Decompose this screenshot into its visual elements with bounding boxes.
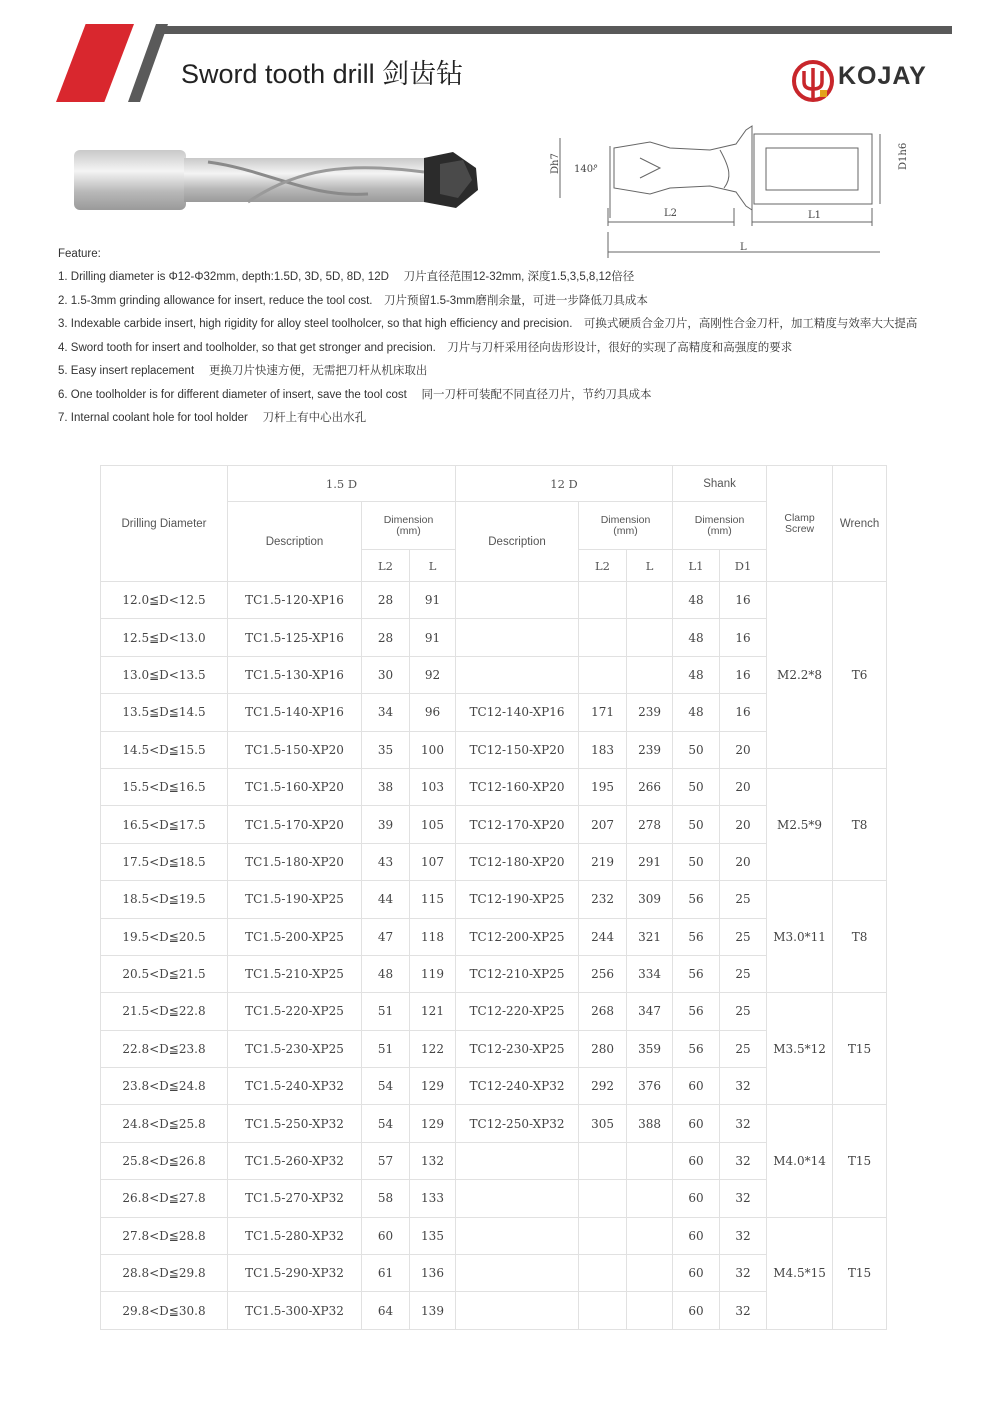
l2-12d-cell xyxy=(579,1180,627,1217)
drilling-diameter-cell: 21.5<D≦22.8 xyxy=(101,993,228,1030)
description-1-5d-cell: TC1.5-220-XP25 xyxy=(228,993,362,1030)
header-dimension-1-5d: Dimension (mm) xyxy=(362,502,456,550)
brand-logo xyxy=(790,54,955,110)
table-row xyxy=(101,881,887,918)
description-12d-cell: TC12-210-XP25 xyxy=(456,955,579,992)
table-row xyxy=(101,1217,887,1254)
l-12d-cell xyxy=(627,582,673,619)
l-1-5d-cell: 132 xyxy=(410,1142,456,1179)
drilling-diameter-cell: 25.8<D≦26.8 xyxy=(101,1142,228,1179)
drilling-diameter-cell: 19.5<D≦20.5 xyxy=(101,918,228,955)
description-1-5d-cell: TC1.5-240-XP32 xyxy=(228,1068,362,1105)
description-1-5d-cell: TC1.5-140-XP16 xyxy=(228,694,362,731)
feature-item: 4. Sword tooth for insert and toolholder, so that get stronger and precision. 刀片与刀杆采用径向齿形设计，很好的实现了高精度和高强度的要求 xyxy=(58,341,793,354)
d1-cell: 16 xyxy=(720,582,767,619)
feature-item: 6. One toolholder is for different diameter of insert, save the tool cost 同一刀杆可装配不同直径刀片，节约刀具成本 xyxy=(58,388,652,401)
d1-cell: 16 xyxy=(720,619,767,656)
l1-cell: 56 xyxy=(673,918,720,955)
description-12d-cell: TC12-170-XP20 xyxy=(456,806,579,843)
header-l-b: L xyxy=(627,550,673,582)
description-1-5d-cell: TC1.5-280-XP32 xyxy=(228,1217,362,1254)
l-1-5d-cell: 96 xyxy=(410,694,456,731)
l-12d-cell: 376 xyxy=(627,1068,673,1105)
table-row xyxy=(101,993,887,1030)
description-1-5d-cell: TC1.5-260-XP32 xyxy=(228,1142,362,1179)
l-1-5d-cell: 139 xyxy=(410,1292,456,1329)
l1-cell: 50 xyxy=(673,768,720,805)
d1-cell: 25 xyxy=(720,918,767,955)
l1-cell: 60 xyxy=(673,1068,720,1105)
feature-item: 3. Indexable carbide insert, high rigidity for alloy steel toolholcer, so that high efficiency and precision. 可换式硬质合金刀片，高刚性合金刀杆，加工精度与效率大大提高 xyxy=(58,318,918,330)
description-1-5d-cell: TC1.5-160-XP20 xyxy=(228,768,362,805)
spec-table-body xyxy=(101,582,887,1330)
description-12d-cell xyxy=(456,1255,579,1292)
d1-cell: 32 xyxy=(720,1292,767,1329)
l-1-5d-cell: 118 xyxy=(410,918,456,955)
header-gray-stripe xyxy=(128,24,168,102)
header-description-12d: Description xyxy=(456,502,579,582)
clamp-screw-cell: M4.5*15 xyxy=(767,1217,833,1329)
l-1-5d-cell: 100 xyxy=(410,731,456,768)
l2-1-5d-cell: 44 xyxy=(362,881,410,918)
drilling-diameter-cell: 27.8<D≦28.8 xyxy=(101,1217,228,1254)
d1-cell: 20 xyxy=(720,843,767,880)
d1-cell: 16 xyxy=(720,694,767,731)
l-12d-cell: 278 xyxy=(627,806,673,843)
l-1-5d-cell: 91 xyxy=(410,582,456,619)
l2-1-5d-cell: 58 xyxy=(362,1180,410,1217)
l1-cell: 48 xyxy=(673,619,720,656)
l-1-5d-cell: 129 xyxy=(410,1068,456,1105)
description-1-5d-cell: TC1.5-210-XP25 xyxy=(228,955,362,992)
l-1-5d-cell: 133 xyxy=(410,1180,456,1217)
l-1-5d-cell: 91 xyxy=(410,619,456,656)
description-1-5d-cell: TC1.5-300-XP32 xyxy=(228,1292,362,1329)
drilling-diameter-cell: 20.5<D≦21.5 xyxy=(101,955,228,992)
l2-12d-cell: 280 xyxy=(579,1030,627,1067)
wrench-cell: T15 xyxy=(833,993,887,1105)
l2-12d-cell: 183 xyxy=(579,731,627,768)
description-1-5d-cell: TC1.5-270-XP32 xyxy=(228,1180,362,1217)
description-12d-cell: TC12-230-XP25 xyxy=(456,1030,579,1067)
l1-cell: 60 xyxy=(673,1255,720,1292)
l-12d-cell xyxy=(627,1292,673,1329)
l2-1-5d-cell: 28 xyxy=(362,582,410,619)
l2-1-5d-cell: 51 xyxy=(362,1030,410,1067)
l1-label: L1 xyxy=(808,210,822,221)
dh7-label: Dh7 xyxy=(550,153,561,174)
l1-cell: 56 xyxy=(673,881,720,918)
l2-12d-cell: 219 xyxy=(579,843,627,880)
description-12d-cell: TC12-160-XP20 xyxy=(456,768,579,805)
l2-12d-cell: 305 xyxy=(579,1105,627,1142)
description-1-5d-cell: TC1.5-130-XP16 xyxy=(228,656,362,693)
technical-drawing xyxy=(540,118,910,258)
angle-label: 140° xyxy=(574,164,599,175)
l-12d-cell xyxy=(627,1142,673,1179)
description-12d-cell: TC12-150-XP20 xyxy=(456,731,579,768)
l2-12d-cell xyxy=(579,1292,627,1329)
l-1-5d-cell: 121 xyxy=(410,993,456,1030)
page-title: Sword tooth drill 剑齿钻 xyxy=(181,59,464,89)
kojay-logo-icon xyxy=(790,58,836,104)
l-12d-cell xyxy=(627,1180,673,1217)
wrench-cell: T6 xyxy=(833,582,887,769)
l-12d-cell xyxy=(627,656,673,693)
description-12d-cell xyxy=(456,1217,579,1254)
l-12d-cell: 239 xyxy=(627,731,673,768)
d1-cell: 16 xyxy=(720,656,767,693)
header-description-1-5d: Description xyxy=(228,502,362,582)
d1-cell: 32 xyxy=(720,1180,767,1217)
d1-cell: 25 xyxy=(720,1030,767,1067)
table-row xyxy=(101,582,887,619)
l2-1-5d-cell: 54 xyxy=(362,1105,410,1142)
l1-cell: 56 xyxy=(673,955,720,992)
feature-item: 2. 1.5-3mm grinding allowance for insert, reduce the tool cost. 刀片预留1.5-3mm磨削余量，可进一步降低刀具成本 xyxy=(58,294,648,307)
l-12d-cell xyxy=(627,619,673,656)
description-12d-cell: TC12-200-XP25 xyxy=(456,918,579,955)
description-12d-cell: TC12-240-XP32 xyxy=(456,1068,579,1105)
description-12d-cell xyxy=(456,582,579,619)
description-1-5d-cell: TC1.5-250-XP32 xyxy=(228,1105,362,1142)
drilling-diameter-cell: 16.5<D≦17.5 xyxy=(101,806,228,843)
d1-cell: 20 xyxy=(720,806,767,843)
l-12d-cell: 347 xyxy=(627,993,673,1030)
header-d1: D1 xyxy=(720,550,767,582)
l2-1-5d-cell: 47 xyxy=(362,918,410,955)
drilling-diameter-cell: 12.5≦D<13.0 xyxy=(101,619,228,656)
d1-cell: 25 xyxy=(720,955,767,992)
l2-1-5d-cell: 64 xyxy=(362,1292,410,1329)
d1-cell: 32 xyxy=(720,1255,767,1292)
l2-1-5d-cell: 39 xyxy=(362,806,410,843)
l-1-5d-cell: 119 xyxy=(410,955,456,992)
description-12d-cell xyxy=(456,656,579,693)
d1-cell: 32 xyxy=(720,1068,767,1105)
drilling-diameter-cell: 17.5<D≦18.5 xyxy=(101,843,228,880)
l2-12d-cell xyxy=(579,582,627,619)
brand-name: KOJAY xyxy=(838,62,927,90)
l2-1-5d-cell: 30 xyxy=(362,656,410,693)
l2-12d-cell xyxy=(579,1142,627,1179)
l-1-5d-cell: 122 xyxy=(410,1030,456,1067)
wrench-cell: T8 xyxy=(833,881,887,993)
l2-12d-cell: 195 xyxy=(579,768,627,805)
l2-1-5d-cell: 61 xyxy=(362,1255,410,1292)
l1-cell: 60 xyxy=(673,1142,720,1179)
description-1-5d-cell: TC1.5-180-XP20 xyxy=(228,843,362,880)
description-12d-cell: TC12-190-XP25 xyxy=(456,881,579,918)
l2-12d-cell: 292 xyxy=(579,1068,627,1105)
header-clamp-screw: Clamp Screw xyxy=(767,466,833,582)
l-1-5d-cell: 105 xyxy=(410,806,456,843)
header-l-a: L xyxy=(410,550,456,582)
description-1-5d-cell: TC1.5-200-XP25 xyxy=(228,918,362,955)
drilling-diameter-cell: 26.8<D≦27.8 xyxy=(101,1180,228,1217)
header-dimension-shank: Dimension (mm) xyxy=(673,502,767,550)
l2-12d-cell xyxy=(579,619,627,656)
d1-cell: 32 xyxy=(720,1217,767,1254)
l-1-5d-cell: 129 xyxy=(410,1105,456,1142)
l1-cell: 48 xyxy=(673,656,720,693)
description-1-5d-cell: TC1.5-170-XP20 xyxy=(228,806,362,843)
d1-cell: 25 xyxy=(720,881,767,918)
l2-1-5d-cell: 48 xyxy=(362,955,410,992)
clamp-screw-cell: M2.5*9 xyxy=(767,768,833,880)
drilling-diameter-cell: 23.8<D≦24.8 xyxy=(101,1068,228,1105)
l1-cell: 48 xyxy=(673,694,720,731)
drilling-diameter-cell: 13.5≦D≦14.5 xyxy=(101,694,228,731)
l1-cell: 60 xyxy=(673,1180,720,1217)
description-12d-cell: TC12-180-XP20 xyxy=(456,843,579,880)
l-12d-cell: 334 xyxy=(627,955,673,992)
drill-product-image xyxy=(68,128,488,228)
description-12d-cell xyxy=(456,1292,579,1329)
l-12d-cell xyxy=(627,1255,673,1292)
clamp-screw-cell: M4.0*14 xyxy=(767,1105,833,1217)
drilling-diameter-cell: 12.0≦D<12.5 xyxy=(101,582,228,619)
table-row xyxy=(101,768,887,805)
drilling-diameter-cell: 28.8<D≦29.8 xyxy=(101,1255,228,1292)
header-wrench: Wrench xyxy=(833,466,887,582)
d1-cell: 25 xyxy=(720,993,767,1030)
l2-1-5d-cell: 38 xyxy=(362,768,410,805)
l2-12d-cell: 268 xyxy=(579,993,627,1030)
l1-cell: 60 xyxy=(673,1217,720,1254)
header-l1: L1 xyxy=(673,550,720,582)
l1-cell: 50 xyxy=(673,843,720,880)
header-red-stripe xyxy=(56,24,134,102)
l2-1-5d-cell: 28 xyxy=(362,619,410,656)
drilling-diameter-cell: 29.8<D≦30.8 xyxy=(101,1292,228,1329)
l2-1-5d-cell: 57 xyxy=(362,1142,410,1179)
description-12d-cell xyxy=(456,1142,579,1179)
d1-cell: 32 xyxy=(720,1142,767,1179)
l-12d-cell: 321 xyxy=(627,918,673,955)
description-1-5d-cell: TC1.5-150-XP20 xyxy=(228,731,362,768)
l2-1-5d-cell: 43 xyxy=(362,843,410,880)
feature-item: 5. Easy insert replacement 更换刀片快速方便，无需把刀杆从机床取出 xyxy=(58,365,428,377)
features-section xyxy=(58,248,993,433)
drilling-diameter-cell: 24.8<D≦25.8 xyxy=(101,1105,228,1142)
header-rule xyxy=(160,26,952,34)
d1h6-label: D1h6 xyxy=(898,142,909,170)
header-drilling-diameter: Drilling Diameter xyxy=(101,466,228,582)
d1-cell: 20 xyxy=(720,768,767,805)
l-12d-cell: 388 xyxy=(627,1105,673,1142)
description-12d-cell xyxy=(456,1180,579,1217)
l-1-5d-cell: 107 xyxy=(410,843,456,880)
drilling-diameter-cell: 14.5<D≦15.5 xyxy=(101,731,228,768)
l-1-5d-cell: 135 xyxy=(410,1217,456,1254)
l2-1-5d-cell: 54 xyxy=(362,1068,410,1105)
header-l2-b: L2 xyxy=(579,550,627,582)
l2-1-5d-cell: 35 xyxy=(362,731,410,768)
l1-cell: 48 xyxy=(673,582,720,619)
l1-cell: 56 xyxy=(673,1030,720,1067)
l-12d-cell: 309 xyxy=(627,881,673,918)
features-heading: Feature: xyxy=(58,248,101,260)
description-12d-cell: TC12-220-XP25 xyxy=(456,993,579,1030)
header-1-5d: 1.5 D xyxy=(228,466,456,502)
l-12d-cell: 359 xyxy=(627,1030,673,1067)
header-shank: Shank xyxy=(673,466,767,502)
spec-table xyxy=(100,465,887,1330)
header-l2-a: L2 xyxy=(362,550,410,582)
l-12d-cell: 266 xyxy=(627,768,673,805)
description-1-5d-cell: TC1.5-125-XP16 xyxy=(228,619,362,656)
l-12d-cell: 291 xyxy=(627,843,673,880)
clamp-screw-cell: M3.0*11 xyxy=(767,881,833,993)
header-12d: 12 D xyxy=(456,466,673,502)
d1-cell: 20 xyxy=(720,731,767,768)
l2-1-5d-cell: 60 xyxy=(362,1217,410,1254)
l-1-5d-cell: 103 xyxy=(410,768,456,805)
l2-1-5d-cell: 51 xyxy=(362,993,410,1030)
drilling-diameter-cell: 18.5<D≦19.5 xyxy=(101,881,228,918)
l2-12d-cell: 171 xyxy=(579,694,627,731)
l2-1-5d-cell: 34 xyxy=(362,694,410,731)
l-12d-cell xyxy=(627,1217,673,1254)
drilling-diameter-cell: 22.8<D≦23.8 xyxy=(101,1030,228,1067)
description-1-5d-cell: TC1.5-120-XP16 xyxy=(228,582,362,619)
l2-12d-cell xyxy=(579,1217,627,1254)
l-1-5d-cell: 136 xyxy=(410,1255,456,1292)
description-12d-cell xyxy=(456,619,579,656)
description-12d-cell: TC12-140-XP16 xyxy=(456,694,579,731)
l2-12d-cell: 256 xyxy=(579,955,627,992)
d1-cell: 32 xyxy=(720,1105,767,1142)
l-1-5d-cell: 115 xyxy=(410,881,456,918)
feature-item: 7. Internal coolant hole for tool holder 刀杆上有中心出水孔 xyxy=(58,412,367,424)
l2-label: L2 xyxy=(664,208,678,219)
clamp-screw-cell: M2.2*8 xyxy=(767,582,833,769)
wrench-cell: T15 xyxy=(833,1217,887,1329)
l2-12d-cell: 244 xyxy=(579,918,627,955)
l1-cell: 50 xyxy=(673,731,720,768)
l1-cell: 50 xyxy=(673,806,720,843)
description-1-5d-cell: TC1.5-290-XP32 xyxy=(228,1255,362,1292)
clamp-screw-cell: M3.5*12 xyxy=(767,993,833,1105)
wrench-cell: T15 xyxy=(833,1105,887,1217)
l-1-5d-cell: 92 xyxy=(410,656,456,693)
header-dimension-12d: Dimension (mm) xyxy=(579,502,673,550)
l1-cell: 60 xyxy=(673,1292,720,1329)
l2-12d-cell xyxy=(579,656,627,693)
l-label: L xyxy=(740,242,747,253)
l2-12d-cell: 232 xyxy=(579,881,627,918)
drilling-diameter-cell: 15.5<D≦16.5 xyxy=(101,768,228,805)
l-12d-cell: 239 xyxy=(627,694,673,731)
l2-12d-cell xyxy=(579,1255,627,1292)
l2-12d-cell: 207 xyxy=(579,806,627,843)
description-1-5d-cell: TC1.5-190-XP25 xyxy=(228,881,362,918)
table-row xyxy=(101,1105,887,1142)
l1-cell: 56 xyxy=(673,993,720,1030)
feature-item: 1. Drilling diameter is Φ12-Φ32mm, depth:1.5D, 3D, 5D, 8D, 12D 刀片直径范围12-32mm, 深度1.5,3,5,8,12倍径 xyxy=(58,271,635,283)
description-1-5d-cell: TC1.5-230-XP25 xyxy=(228,1030,362,1067)
drilling-diameter-cell: 13.0≦D<13.5 xyxy=(101,656,228,693)
wrench-cell: T8 xyxy=(833,768,887,880)
l1-cell: 60 xyxy=(673,1105,720,1142)
description-12d-cell: TC12-250-XP32 xyxy=(456,1105,579,1142)
